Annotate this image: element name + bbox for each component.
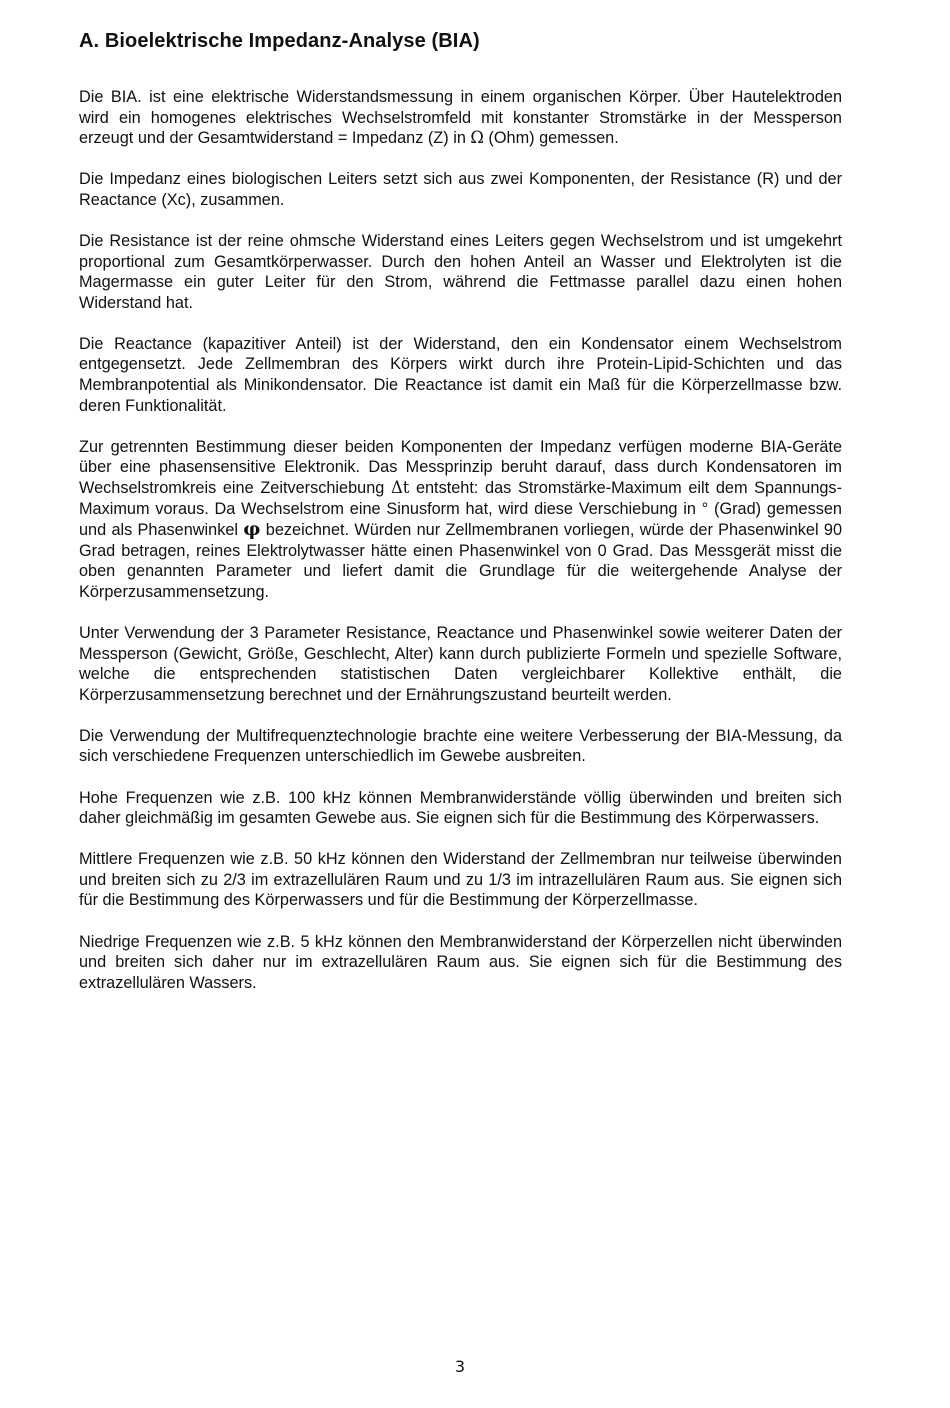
- paragraph-impedance-components: Die Impedanz eines biologischen Leiters setzt sich aus zwei Komponenten, der Resistance (R) und der Reactance (Xc), zusammen.: [79, 170, 842, 209]
- paragraph-reactance: Die Reactance (kapazitiver Anteil) ist der Widerstand, den ein Kondensator einem Wechselstrom entgegensetzt. Jede Zellmembran des Körpers wirkt durch ihre Protein-Lipid-Schichten und das Membranpotential als Minikondensator. Die Reactance ist damit ein Maß für die Körperzellmasse bzw. deren Funktionalität.: [79, 334, 842, 415]
- page-number: 3: [454, 1357, 466, 1376]
- phi-symbol: φ: [243, 518, 261, 541]
- paragraph-text: entsteht: das Stromstärke-Maximum eilt dem Spannungs-Maximum voraus. Da Wechselstrom eine Sinusform hat, wird diese Verschiebung in ° (Grad) gemessen und als Phasenwinkel: [79, 478, 842, 540]
- paragraph-bia-definition: [79, 87, 842, 149]
- paragraph-multifrequency: Die Verwendung der Multifrequenztechnologie brachte eine weitere Verbesserung der BIA-Messung, da sich verschiedene Frequenzen unterschiedlich im Gewebe ausbreiten.: [79, 726, 842, 766]
- omega-symbol: Ω: [470, 128, 484, 148]
- paragraph-text: Zur getrennten Bestimmung dieser beiden Komponenten der Impedanz verfügen moderne BIA-Geräte über eine phasensensitive Elektronik. Das Messprinzip beruht darauf, dass durch Kondensatoren im Wechselstromkreis eine Zeitverschiebung: [79, 437, 842, 497]
- paragraph-low-frequency: Niedrige Frequenzen wie z.B. 5 kHz können den Membranwiderstand der Körperzellen nicht überwinden und breiten sich daher nur im extrazellulären Raum aus. Sie eignen sich für die Bestimmung des extrazellulären Wassers.: [79, 932, 842, 992]
- paragraph-parameters: Unter Verwendung der 3 Parameter Resistance, Reactance und Phasenwinkel sowie weiterer Daten der Messperson (Gewicht, Größe, Geschlecht, Alter) kann durch publizierte Formeln und spezielle Software, welche die entsprechenden statistischen Daten vergleichbarer Kollektive enthält, die Körperzusammensetzung berechnet und der Ernährungszustand beurteilt werden.: [79, 623, 842, 704]
- document-body: [79, 28, 842, 1014]
- section-heading: A. Bioelektrische Impedanz-Analyse (BIA): [79, 30, 480, 52]
- paragraph-high-frequency: Hohe Frequenzen wie z.B. 100 kHz können Membranwiderstände völlig überwinden und breiten sich daher gleichmäßig im gesamten Gewebe aus. Sie eignen sich für die Bestimmung des Körperwassers.: [79, 788, 842, 828]
- paragraph-medium-frequency: Mittlere Frequenzen wie z.B. 50 kHz können den Widerstand der Zellmembran nur teilweise überwinden und breiten sich zu 2/3 im extrazellulären Raum und zu 1/3 im intrazellulären Raum aus. Sie eignen sich für die Bestimmung des Körperwassers und für die Bestimmung der Körperzellmasse.: [79, 850, 842, 910]
- paragraph-text: bezeichnet. Würden nur Zellmembranen vorliegen, würde der Phasenwinkel 90 Grad betragen, reines Elektrolytwasser hätte einen Phasenwinkel von 0 Grad. Das Messgerät misst die oben genannten Parameter und liefert damit die Grundlage für die weitergehende Analyse der Körperzusammensetzung.: [79, 521, 842, 601]
- paragraph-text: (Ohm) gemessen.: [483, 129, 619, 148]
- paragraph-resistance: Die Resistance ist der reine ohmsche Widerstand eines Leiters gegen Wechselstrom und ist umgekehrt proportional zum Gesamtkörperwasser. Durch den hohen Anteil an Wasser und Elektrolyten ist die Magermasse ein guter Leiter für den Strom, während die Fettmasse parallel dazu einen hohen Widerstand hat.: [79, 231, 842, 312]
- delta-t-symbol: Δt: [390, 477, 410, 497]
- paragraph-phase-angle: [79, 437, 842, 603]
- paragraph-text: Die BIA. ist eine elektrische Widerstandsmessung in einem organischen Körper. Über Hautelektroden wird ein homogenes elektrisches Wechselstromfeld mit konstanter Stromstärke in der Messperson erzeugt und der Gesamtwiderstand = Impedanz (Z) in: [79, 88, 842, 148]
